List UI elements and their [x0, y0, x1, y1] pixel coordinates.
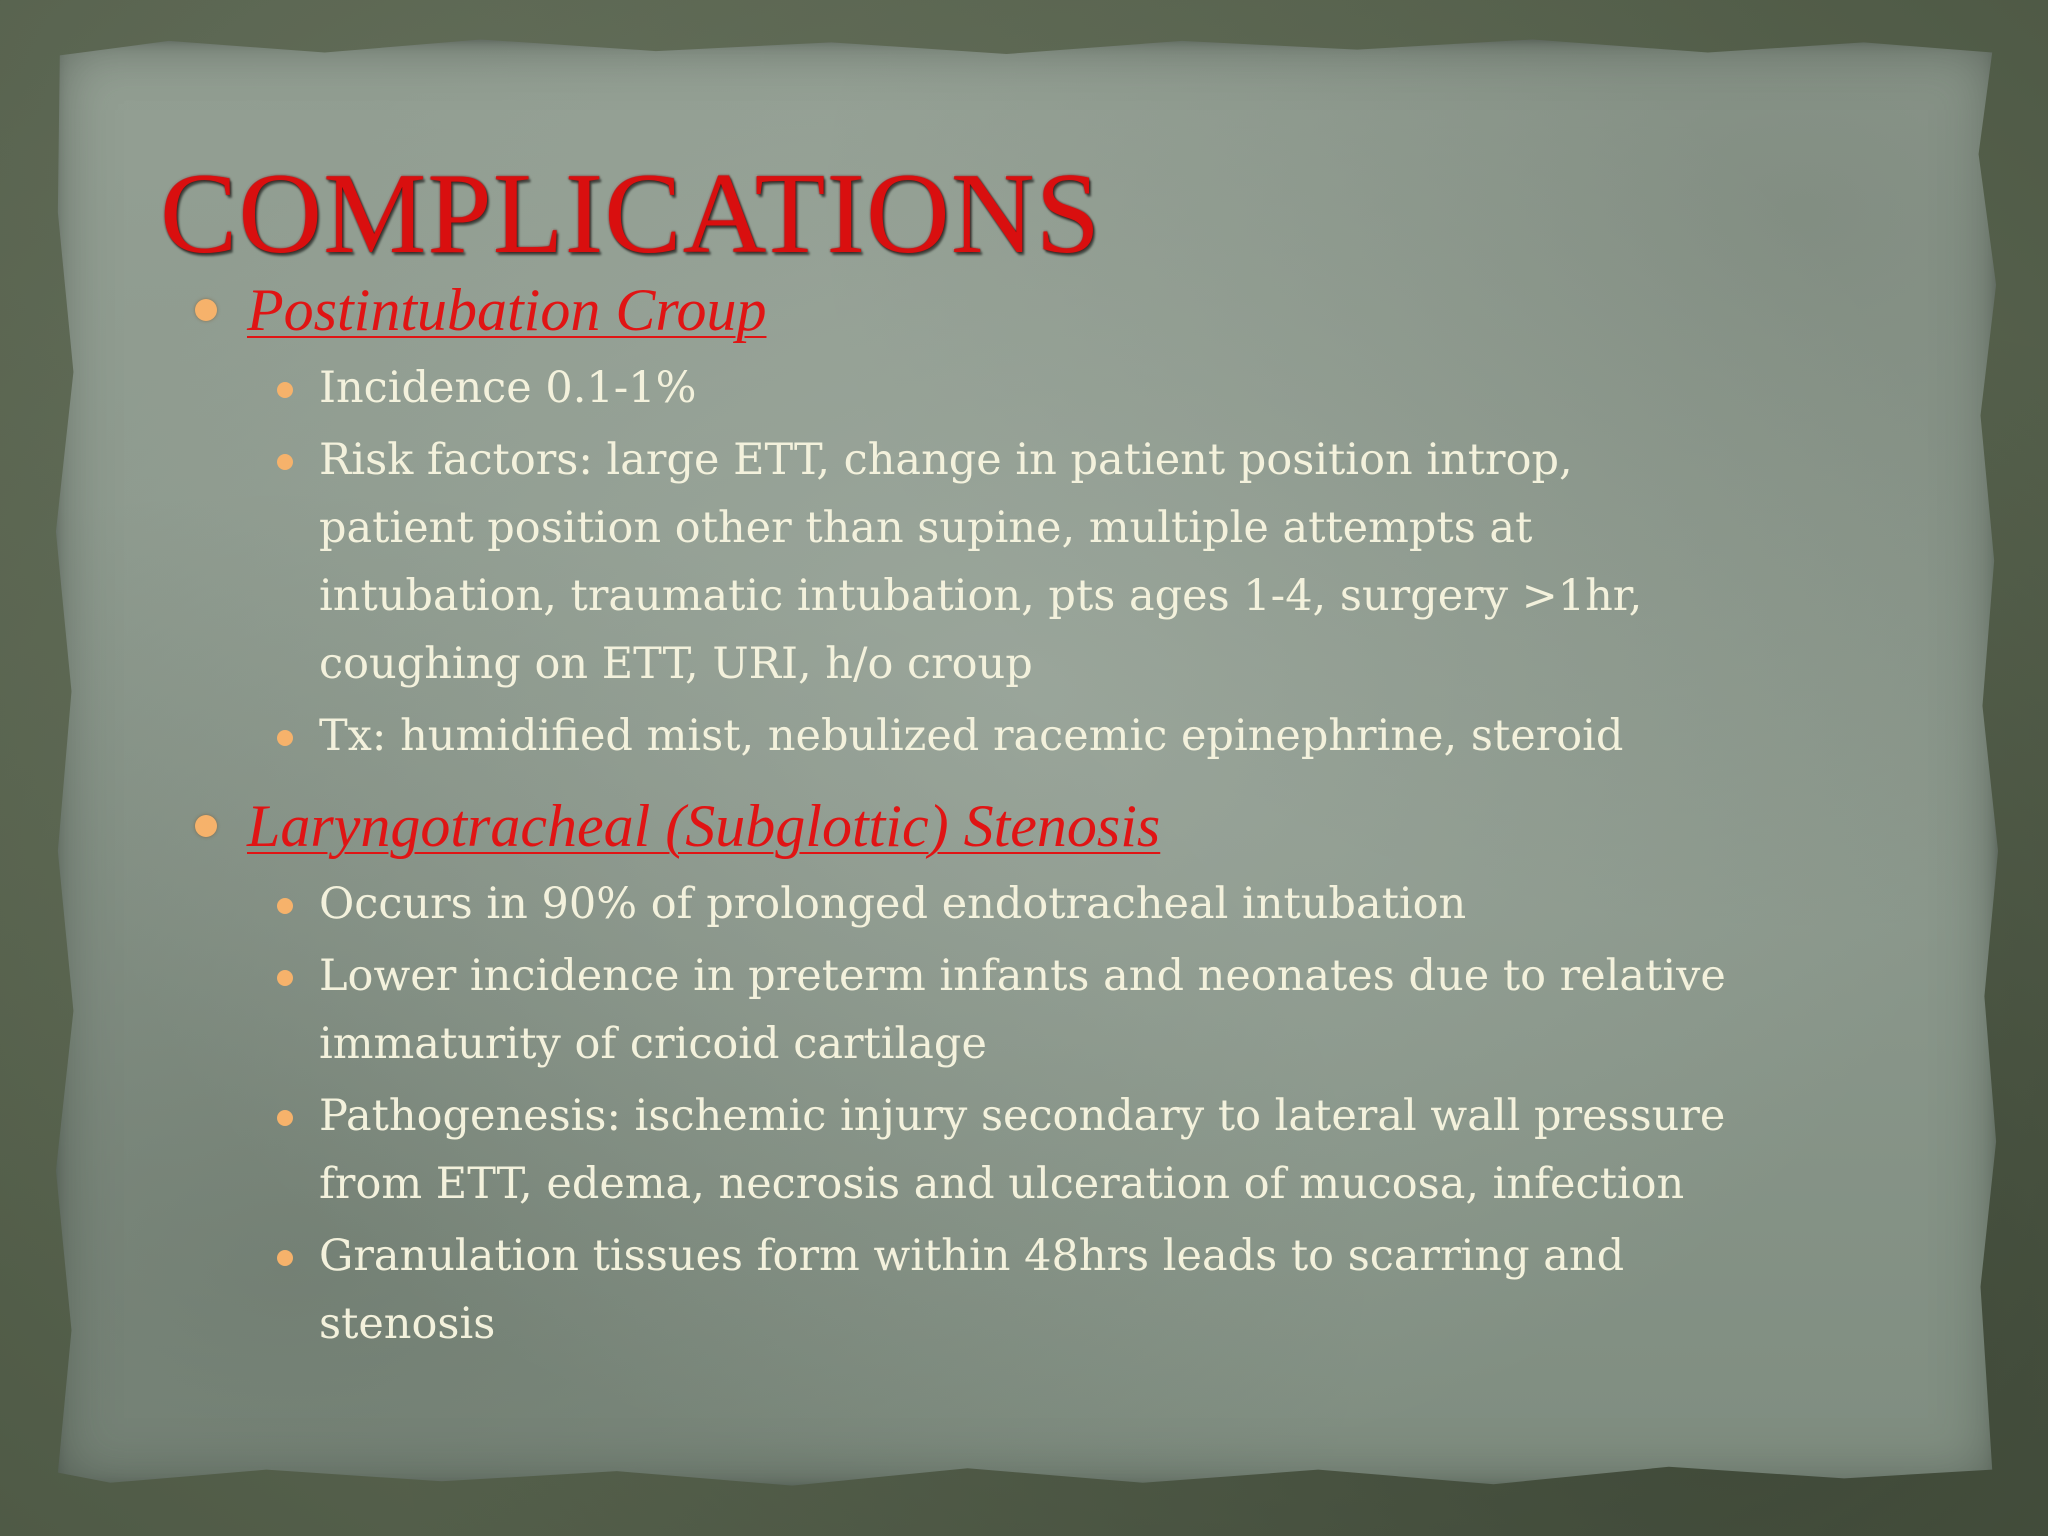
bullet-line: intubation, traumatic intubation, pts ages 1-4, surgery >1hr, [319, 571, 1643, 621]
bullet-line: coughing on ETT, URI, h/o croup [319, 639, 1033, 689]
bullet-item [267, 942, 1895, 1078]
slide-content [195, 270, 1895, 1358]
slide-title: COMPLICATIONS [160, 150, 1102, 278]
bullet-line: Tx: humidified mist, nebulized racemic epinephrine, steroid [319, 711, 1624, 761]
bullet-line: immaturity of cricoid cartilage [319, 1019, 987, 1069]
section-heading: Laryngotracheal (Subglottic) Stenosis [247, 793, 1161, 859]
bullet-item [267, 1222, 1895, 1358]
bullet-item [267, 426, 1895, 698]
bullet-dot-icon [195, 815, 217, 837]
bullet-item [267, 870, 1895, 938]
bullet-list [195, 870, 1895, 1358]
bullet-dot-icon [277, 382, 293, 398]
bullet-dot-icon [195, 299, 217, 321]
bullet-dot-icon [277, 898, 293, 914]
section-postintubation-croup [195, 270, 1895, 770]
bullet-item [267, 702, 1895, 770]
bullet-line: from ETT, edema, necrosis and ulceration of mucosa, infection [319, 1159, 1685, 1209]
bullet-dot-icon [277, 970, 293, 986]
bullet-list [195, 354, 1895, 770]
bullet-dot-icon [277, 454, 293, 470]
bullet-line: stenosis [319, 1299, 496, 1349]
section-heading-row [195, 270, 1895, 350]
bullet-line: patient position other than supine, multiple attempts at [319, 503, 1533, 553]
section-laryngotracheal-stenosis [195, 786, 1895, 1358]
bullet-item [267, 354, 1895, 422]
bullet-line: Granulation tissues form within 48hrs leads to scarring and [319, 1231, 1625, 1281]
bullet-line: Incidence 0.1-1% [319, 363, 697, 413]
bullet-dot-icon [277, 1110, 293, 1126]
bullet-line: Occurs in 90% of prolonged endotracheal intubation [319, 879, 1467, 929]
bullet-line: Risk factors: large ETT, change in patient position introp, [319, 435, 1573, 485]
bullet-dot-icon [277, 730, 293, 746]
section-heading: Postintubation Croup [247, 277, 767, 343]
section-heading-row [195, 786, 1895, 866]
bullet-line: Pathogenesis: ischemic injury secondary to lateral wall pressure [319, 1091, 1726, 1141]
bullet-item [267, 1082, 1895, 1218]
bullet-line: Lower incidence in preterm infants and neonates due to relative [319, 951, 1726, 1001]
bullet-dot-icon [277, 1250, 293, 1266]
